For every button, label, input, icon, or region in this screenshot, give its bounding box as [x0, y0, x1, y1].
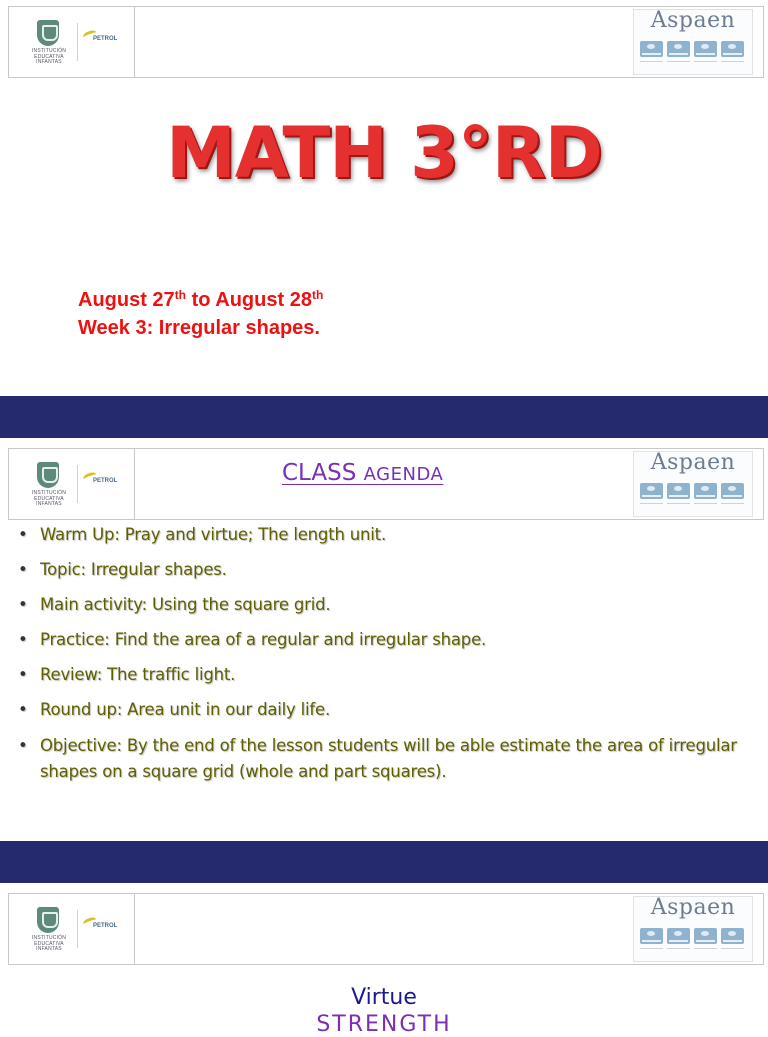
- school-shield-icon: [37, 907, 59, 933]
- school-shield-icon: [37, 20, 59, 46]
- certification-badge-icon: [694, 483, 717, 499]
- agenda-item: • Main activity: Using the square grid.: [18, 592, 758, 619]
- certification-badge-icon: [694, 41, 717, 57]
- agenda-item: • Round up: Area unit in our daily life.: [18, 697, 758, 724]
- certification-badge-icon: [721, 928, 744, 944]
- aspaen-logo: [633, 896, 753, 962]
- certification-badge-icon: [640, 928, 663, 944]
- certification-badge-icon: [721, 41, 744, 57]
- certification-badges: [640, 483, 748, 499]
- petrol-logo-text: PETROL: [93, 36, 118, 42]
- certification-badge-icon: [667, 483, 690, 499]
- date-range: August 27th to August 28th: [78, 288, 324, 311]
- petrol-logo-text: PETROL: [93, 923, 118, 929]
- lesson-dates: [78, 286, 323, 342]
- slide-separator-band: [0, 841, 768, 883]
- school-logos: [9, 449, 135, 519]
- certification-badge-icon: [694, 928, 717, 944]
- week-topic: Week 3: Irregular shapes.: [78, 317, 320, 339]
- agenda-item: • Practice: Find the area of a regular and irregular shape.: [18, 627, 758, 654]
- school-shield-icon: [37, 462, 59, 488]
- aspaen-wordmark: Aspaen: [650, 450, 736, 475]
- page-title: MATH 3°RD: [166, 112, 602, 194]
- institution-name: INSTITUCIÓN EDUCATIVA INFANTAS: [31, 48, 67, 66]
- certification-badge-icon: [721, 483, 744, 499]
- aspaen-wordmark: Aspaen: [650, 895, 736, 920]
- certification-badge-icon: [667, 928, 690, 944]
- agenda-item: • Review: The traffic light.: [18, 662, 758, 689]
- certification-badge-icon: [667, 41, 690, 57]
- school-logos: [9, 7, 135, 77]
- agenda-title: CLASS AGENDA: [282, 460, 444, 486]
- petrol-logo-text: PETROL: [93, 478, 118, 484]
- slide-header: [8, 6, 764, 78]
- agenda-list: [18, 522, 758, 794]
- institution-name: INSTITUCIÓN EDUCATIVA INFANTAS: [31, 935, 67, 953]
- virtue-word: STRENGTH: [316, 1012, 452, 1037]
- agenda-item: • Warm Up: Pray and virtue; The length unit.: [18, 522, 758, 549]
- agenda-item: • Topic: Irregular shapes.: [18, 557, 758, 584]
- certification-badge-icon: [640, 483, 663, 499]
- certification-badge-icon: [640, 41, 663, 57]
- school-logos: [9, 894, 135, 964]
- slide-separator-band: [0, 396, 768, 438]
- certification-badges: [640, 41, 748, 57]
- aspaen-logo: [633, 451, 753, 517]
- certification-badges: [640, 928, 748, 944]
- aspaen-wordmark: Aspaen: [650, 8, 736, 33]
- institution-name: INSTITUCIÓN EDUCATIVA INFANTAS: [31, 490, 67, 508]
- slide-header: [8, 893, 764, 965]
- agenda-item: • Objective: By the end of the lesson students will be able estimate the area of irregular shapes on a square grid (whole and part squares).: [18, 733, 758, 786]
- virtue-heading: Virtue: [351, 985, 417, 1010]
- aspaen-logo: Aspaen ·: [633, 9, 753, 75]
